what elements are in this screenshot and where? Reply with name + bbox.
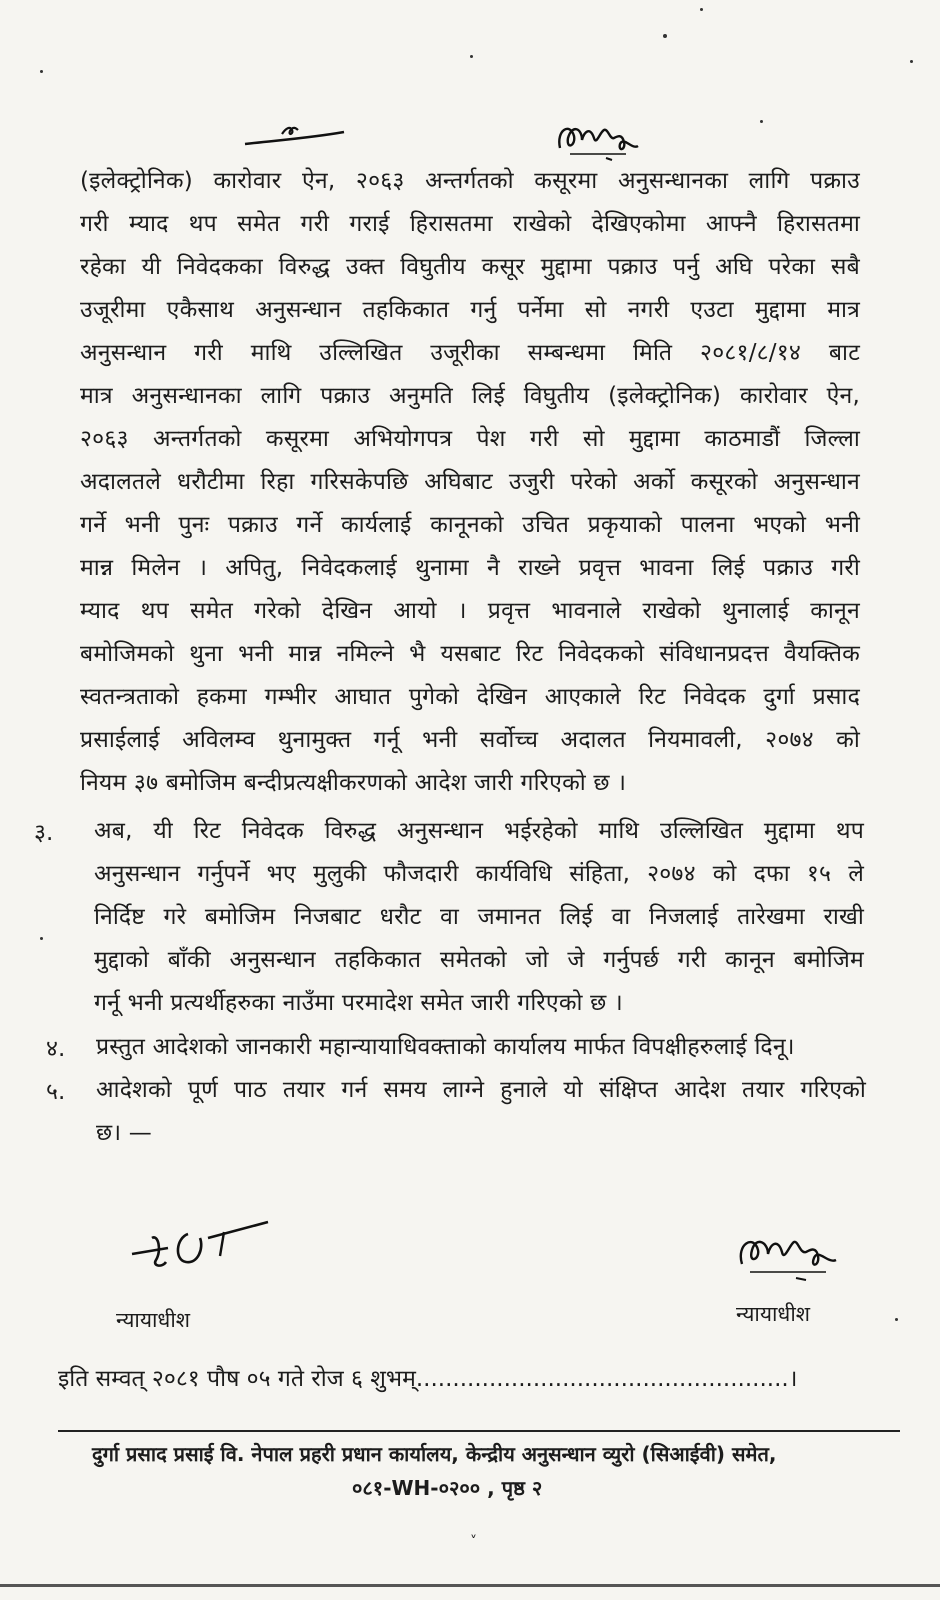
item-3-line: निर्दिष्ट गरे बमोजिम निजबाट धरौट वा जमानत लिई वा निजलाई तारेखमा राखी <box>94 904 864 930</box>
case-title: दुर्गा प्रसाद प्रसाई वि. नेपाल प्रहरी प्रधान कार्यालय, केन्द्रीय अनुसन्धान व्युरो (सिआईवी) समेत, <box>92 1442 777 1466</box>
scan-speck <box>700 8 703 11</box>
item-3-line: अब, यी रिट निवेदक विरुद्ध अनुसन्धान भईरहेको माथि उल्लिखित मुद्दामा थप <box>94 818 864 844</box>
item-number: ४. <box>46 1036 66 1062</box>
paragraph-2-line: गर्ने भनी पुनः पक्राउ गर्ने कार्यलाई कानूनको उचित प्रकृयाको पालना भएको भनी <box>80 512 860 538</box>
page-bottom-edge <box>0 1584 940 1587</box>
paragraph-2-line: उजूरीमा एकैसाथ अनुसन्धान तहकिकात गर्नु पर्नेमा सो नगरी एउटा मुद्दामा मात्र <box>80 297 860 323</box>
scan-speck <box>40 937 43 940</box>
footer-rule <box>58 1430 900 1432</box>
item-5-line: आदेशको पूर्ण पाठ तयार गर्न समय लाग्ने हुनाले यो संक्षिप्त आदेश तयार गरिएको <box>96 1077 866 1103</box>
scan-speck <box>663 34 667 38</box>
right-judge-signature <box>730 1220 850 1290</box>
paragraph-2-line: अदालतले धरौटीमा रिहा गरिसकेपछि अघिबाट उजुरी परेको अर्को कसूरको अनुसन्धान <box>80 469 860 495</box>
item-number: ३. <box>34 820 54 846</box>
scan-speck <box>895 1318 898 1321</box>
paragraph-2-line: स्वतन्त्रताको हकमा गम्भीर आघात पुगेको देखिन आएकाले रिट निवेदक दुर्गा प्रसाद <box>80 684 860 710</box>
paragraph-2-line: गरी म्याद थप समेत गरी गराई हिरासतमा राखेको देखिएकोमा आफ्नै हिरासतमा <box>80 211 860 237</box>
paragraph-2-line: (इलेक्ट्रोनिक) कारोवार ऐन, २०६३ अन्तर्गतको कसूरमा अनुसन्धानका लागि पक्राउ <box>80 168 860 194</box>
scan-speck <box>40 70 43 73</box>
paragraph-2-line: अनुसन्धान गरी माथि उल्लिखित उजूरीका सम्बन्धमा मिति २०८१/८/१४ बाट <box>80 340 860 366</box>
scan-mark: ˅ <box>470 1534 477 1550</box>
item-5-line: छ। — <box>96 1120 152 1146</box>
item-3-line: अनुसन्धान गर्नुपर्ने भए मुलुकी फौजदारी कार्यविधि संहिता, २०७४ को दफा १५ ले <box>94 861 864 887</box>
item-3-line: मुद्दाको बाँकी अनुसन्धान तहकिकात समेतको जो जे गर्नुपर्छ गरी कानून बमोजिम <box>94 947 864 973</box>
left-judge-signature <box>128 1208 278 1288</box>
case-number: ०८१-WH-०२०० , पृष्ठ २ <box>352 1476 543 1500</box>
paragraph-2-line: मात्र अनुसन्धानका लागि पक्राउ अनुमति लिई विघुतीय (इलेक्ट्रोनिक) कारोवार ऐन, <box>80 383 860 409</box>
scan-speck <box>910 60 913 63</box>
left-judge-label: न्यायाधीश <box>116 1308 191 1332</box>
scan-speck <box>760 120 763 123</box>
paragraph-2-line: २०६३ अन्तर्गतको कसूरमा अभियोगपत्र पेश गरी सो मुद्दामा काठमाडौं जिल्ला <box>80 426 860 452</box>
right-judge-label: न्यायाधीश <box>736 1302 811 1326</box>
item-3-line: गर्नू भनी प्रत्यर्थीहरुका नाउँमा परमादेश समेत जारी गरिएको छ । <box>94 990 623 1016</box>
date-line: इति सम्वत् २०८१ पौष ०५ गते रोज ६ शुभम्...................................................। <box>58 1366 798 1392</box>
paragraph-2-line: रहेका यी निवेदकका विरुद्ध उक्त विघुतीय कसूर मुद्दामा पक्राउ पर्नु अघि परेका सबै <box>80 254 860 280</box>
paragraph-2-line: मान्न मिलेन । अपितु, निवेदकलाई थुनामा नै राख्ने प्रवृत्त भावना लिई पक्राउ गरी <box>80 555 860 581</box>
paragraph-2-line: म्याद थप समेत गरेको देखिन आयो । प्रवृत्त भावनाले राखेको थुनालाई कानून <box>80 598 860 624</box>
paragraph-2-line: प्रसाईलाई अविलम्व थुनामुक्त गर्नू भनी सर्वोच्च अदालत नियमावली, २०७४ को <box>80 727 860 753</box>
item-4-text: प्रस्तुत आदेशको जानकारी महान्यायाधिवक्ताको कार्यालय मार्फत विपक्षीहरुलाई दिनू। <box>96 1034 795 1060</box>
scan-speck <box>470 55 473 58</box>
top-right-signature <box>548 110 648 170</box>
top-left-initial-mark <box>240 118 350 158</box>
paragraph-2-line: बमोजिमको थुना भनी मान्न नमिल्ने भै यसबाट रिट निवेदकको संविधानप्रदत्त वैयक्तिक <box>80 641 860 667</box>
paragraph-2-line: नियम ३७ बमोजिम बन्दीप्रत्यक्षीकरणको आदेश जारी गरिएको छ । <box>80 770 627 796</box>
item-number: ५. <box>46 1079 66 1105</box>
